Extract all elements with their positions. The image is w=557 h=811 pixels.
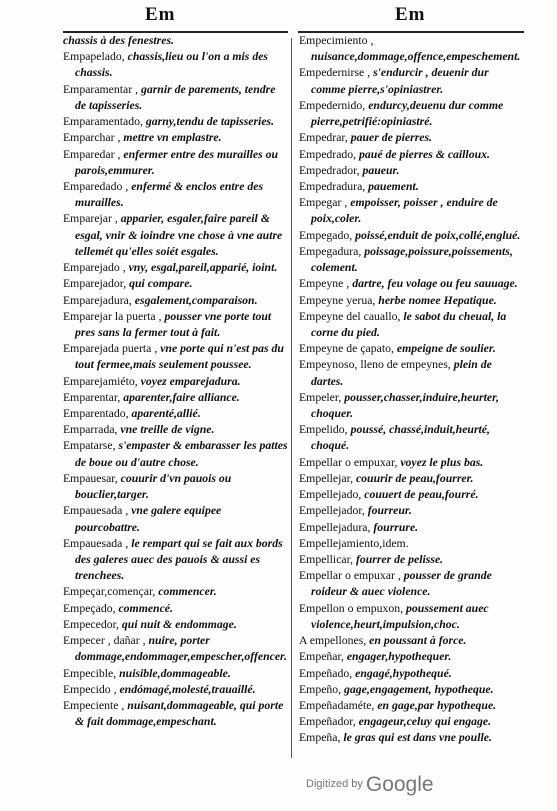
dictionary-entry [299,341,525,357]
entry-headword: Empeçado, [63,601,116,615]
dictionary-entry [299,65,525,97]
dictionary-entry [63,682,289,698]
entry-definition: vny, esgal,pareil,apparié, ioint. [128,261,278,275]
entry-definition: chassis,lieu ou l'on a mis des chassis. [75,50,268,80]
dictionary-entry [63,422,289,438]
entry-headword: Empeynoso, lleno de empeynes, [299,358,451,372]
dictionary-entry [299,309,525,341]
entry-headword: Empellejamiento,idem. [299,536,409,550]
dictionary-entry [299,487,525,503]
dictionary-entry [299,601,525,633]
entry-headword: Emparejar la puerta , [63,309,162,323]
dictionary-entry [63,666,289,682]
entry-headword: Empegado, [299,228,353,242]
entry-headword: Empapelado, [63,50,125,64]
entry-definition: en poussant à force. [369,634,467,648]
entry-headword: Emparejadura, [63,293,132,307]
entry-headword: Emparedado , [63,179,129,193]
entry-headword: Emparamentar , [63,82,139,96]
left-column [63,33,289,730]
entry-headword: Empauesada , [63,536,129,550]
entry-definition: pauer de pierres. [350,131,432,145]
dictionary-entry [299,98,525,130]
entry-definition: poussé, chassé,induit,heurté, choqué. [311,423,490,453]
dictionary-entry [299,471,525,487]
entry-definition: mettre vn emplastre. [123,131,222,145]
entry-definition: qui compare. [129,277,193,291]
entry-definition: vne galere equipee pourcobattre. [75,504,222,534]
entry-definition: enfermé & enclos entre des murailles. [75,179,264,210]
entry-definition: qui nuit & endommage. [121,617,237,631]
entry-headword: Empeyne , [299,277,350,291]
dictionary-entry [63,49,289,81]
dictionary-entry [299,730,525,746]
entry-headword: Empeñador, [299,715,356,729]
entry-headword: Emparejado , [63,261,126,275]
dictionary-entry [63,438,289,470]
dictionary-entry [299,244,525,276]
entry-definition: pousser,chasser,induire,heurter, choquer. [311,390,499,421]
entry-definition: engageur,celuy qui engage. [358,715,492,729]
entry-headword: A empellones, [299,634,367,648]
entry-definition: garny,tendu de tapisseries. [145,115,275,129]
running-head-right: Em [395,4,426,25]
entry-headword: Empecer , dañar , [63,634,146,648]
entry-headword: Emparamentado, [63,115,143,129]
dictionary-entry [299,293,525,309]
entry-headword: Empedrar, [299,131,348,145]
entry-headword: Empelido, [299,423,348,437]
entry-definition: aparenté,allié. [131,407,201,421]
entry-definition: couuert de peau,fourré. [364,488,479,502]
dictionary-entry [63,82,289,114]
entry-definition: fourreur. [367,504,412,518]
entry-definition: fourrure. [373,520,419,534]
dictionary-entry [63,471,289,503]
entry-definition: dartre, feu volage ou feu sauuage. [352,277,518,291]
entry-definition: le rempart qui se fait aux bords des galeres auec des pauois & aussi es trenchees. [75,536,283,583]
entry-headword: Empedradura, [299,179,366,193]
entry-headword: Empedernido, [299,98,366,112]
entry-headword: Emparejador, [63,277,127,291]
dictionary-entry [299,422,525,454]
dictionary-entry [63,276,289,292]
entry-headword: Empecible, [63,666,117,680]
entry-definition: nuisible,dommageable. [119,666,231,680]
dictionary-entry [299,503,525,519]
entry-headword: Empeyne del cauallo, [299,309,401,323]
entry-headword: Empegadura, [299,244,362,258]
entry-definition: empoisser, poisser , enduire de poix,coler. [311,196,498,226]
entry-definition: esgalement,comparaison. [134,293,258,307]
dictionary-entry [299,520,525,536]
entry-definition: engagé,hypothequé. [355,666,452,680]
entry-headword: Empeña, [299,731,341,745]
dictionary-entry [63,617,289,633]
dictionary-entry [63,584,289,600]
entry-headword: Empellejador, [299,504,365,518]
entry-definition: plein de dartes. [311,358,492,388]
dictionary-entry [299,714,525,730]
dictionary-entry [299,455,525,471]
entry-headword: Empellicar, [299,553,354,566]
entry-definition: couurir d'vn pauois ou bouclier,targer. [75,471,232,502]
entry-definition: en gage,par hypotheque. [377,698,497,712]
entry-definition: chassis à des fenestres. [63,34,174,47]
dictionary-entry [63,33,289,49]
entry-definition: paué de pierres & cailloux. [359,147,490,161]
entry-headword: Empeciente , [63,698,125,712]
dictionary-entry [299,147,525,163]
entry-headword: Emparentar, [63,390,121,404]
entry-definition: pousser de grande roideur & auec violence. [311,569,492,599]
entry-definition: s'endurcir , deuenir dur comme pierre,s'opiniastrer. [311,66,489,96]
dictionary-entry [63,374,289,390]
dictionary-entry [299,179,525,195]
dictionary-entry [299,682,525,698]
entry-definition: vne porte qui n'est pas du tout fermee,mais seulement poussee. [75,342,284,372]
entry-headword: Emparchar , [63,131,121,145]
entry-definition: le sabot du cheual, la corne du pied. [311,309,507,339]
entry-definition: enfermer entre des murailles ou parois,emmurer. [75,147,279,177]
entry-definition: herbe nomee Hepatique. [378,293,497,307]
entry-definition: engager,hypothequer. [346,650,452,664]
dictionary-entry [63,114,289,130]
entry-definition: poussement auec violence,heurt,impulsion,choc. [311,601,489,631]
dictionary-entry [63,536,289,585]
entry-headword: Empeñado, [299,666,353,680]
entry-definition: pousser vne porte tout pres sans la fermer tout à fait. [75,309,272,339]
entry-headword: Empeyne de çapato, [299,342,394,356]
entry-definition: empeigne de soulier. [396,342,496,356]
entry-definition: nuisance,dommage,offence,empeschement. [311,50,521,64]
entry-definition: garnir de parements, tendre de tapisseries. [75,82,276,112]
dictionary-entry [63,406,289,422]
dictionary-entry [299,195,525,227]
dictionary-entry [299,276,525,292]
dictionary-entry [63,260,289,276]
entry-headword: Empellejado, [299,488,362,502]
entry-definition: voyez emparejadura. [140,374,241,388]
entry-definition: s'empaster & embarasser les pattes de boue ou d'autre chose. [75,439,288,469]
dictionary-entry [63,503,289,535]
entry-headword: Empauesada , [63,504,129,518]
digitized-by-google-watermark [306,773,434,797]
dictionary-entry [299,666,525,682]
entry-headword: Empegar , [299,196,348,210]
entry-headword: Empellar o empuxar, [299,455,398,469]
dictionary-entry [299,633,525,649]
entry-headword: Empeño, [299,682,342,696]
dictionary-entry [63,698,289,730]
entry-headword: Empeñar, [299,650,344,664]
running-head-left: Em [145,4,176,25]
dictionary-entry [63,130,289,146]
entry-headword: Empedrador, [299,163,360,177]
dictionary-entry [299,552,525,568]
digitized-by-label: Digitized by [306,778,363,790]
entry-headword: Empellon o empuxon, [299,601,404,615]
entry-headword: Emparrada, [63,423,118,437]
entry-definition: apparier, esgaler,faire pareil & esgal, vnir & ioindre vne chose à vne autre tellemét qu'elles soiét esgales. [75,212,283,258]
entry-definition: poissage,poissure,poissements, colement. [311,244,513,275]
dictionary-entry [299,390,525,422]
entry-headword: Empecimiento , [299,34,374,47]
entry-definition: nuire, porter dommage,endommager,empescher,offencer. [75,634,287,664]
dictionary-entry [299,649,525,665]
entry-headword: Emparejamiéto, [63,374,138,388]
entry-headword: Empeler, [299,390,342,404]
dictionary-entry [299,568,525,600]
dictionary-entry [63,293,289,309]
entry-definition: poissé,enduit de poix,collé,englué. [355,228,521,242]
google-wordmark: Google [365,773,434,796]
dictionary-entry [299,130,525,146]
dictionary-entry [63,147,289,179]
entry-headword: Emparedar , [63,147,121,161]
entry-definition: nuisant,dommageable, qui porte & fait dommage,empeschant. [75,698,284,729]
entry-definition: pauement. [368,179,419,193]
entry-definition: commencé. [118,601,173,615]
entry-definition: endurcy,deuenu dur comme pierre,petrifié:opiniastré. [311,98,504,129]
dictionary-entry [299,163,525,179]
entry-definition: couurir de peau,fourrer. [355,471,474,485]
dictionary-entry [299,228,525,244]
entry-headword: Empeçar,començar, [63,585,156,599]
entry-definition: le gras qui est dans vne poulle. [343,731,492,745]
entry-definition: fourrer de pelisse. [355,553,444,566]
entry-headword: Empeyne yerua, [299,293,376,307]
column-divider [291,38,292,758]
dictionary-entry [63,633,289,665]
dictionary-entry [299,33,525,65]
entry-definition: aparenter,faire alliance. [123,390,240,404]
entry-definition: voyez le plus bas. [400,455,484,469]
entry-headword: Empedrado, [299,147,357,161]
entry-definition: commencer. [158,585,217,599]
entry-headword: Emparejada puerta , [63,342,158,356]
entry-definition: vne treille de vigne. [120,423,215,437]
dictionary-entry [299,357,525,389]
entry-headword: Empellejadura, [299,520,371,534]
entry-definition: gage,engagement, hypotheque. [344,682,494,696]
entry-headword: Empeñadaméte, [299,698,375,712]
dictionary-entry [63,309,289,341]
entry-headword: Empecedor, [63,617,119,631]
dictionary-entry [63,211,289,260]
entry-headword: Empellejar, [299,471,354,485]
dictionary-entry [299,698,525,714]
entry-definition: paueur. [362,163,400,177]
dictionary-entry [63,601,289,617]
entry-headword: Emparejar , [63,212,118,226]
dictionary-entry [63,390,289,406]
entry-headword: Empedernirse , [299,66,371,80]
dictionary-entry [63,179,289,211]
entry-headword: Empellar o empuxar , [299,569,401,583]
entry-headword: Emparentado, [63,407,129,421]
entry-headword: Empatarse, [63,439,116,453]
right-column [299,33,525,747]
dictionary-entry [63,341,289,373]
entry-headword: Empauesar, [63,471,118,485]
entry-headword: Empecido , [63,682,117,696]
dictionary-entry [299,536,525,552]
entry-definition: endómagé,molesté,trauaillé. [119,682,256,696]
